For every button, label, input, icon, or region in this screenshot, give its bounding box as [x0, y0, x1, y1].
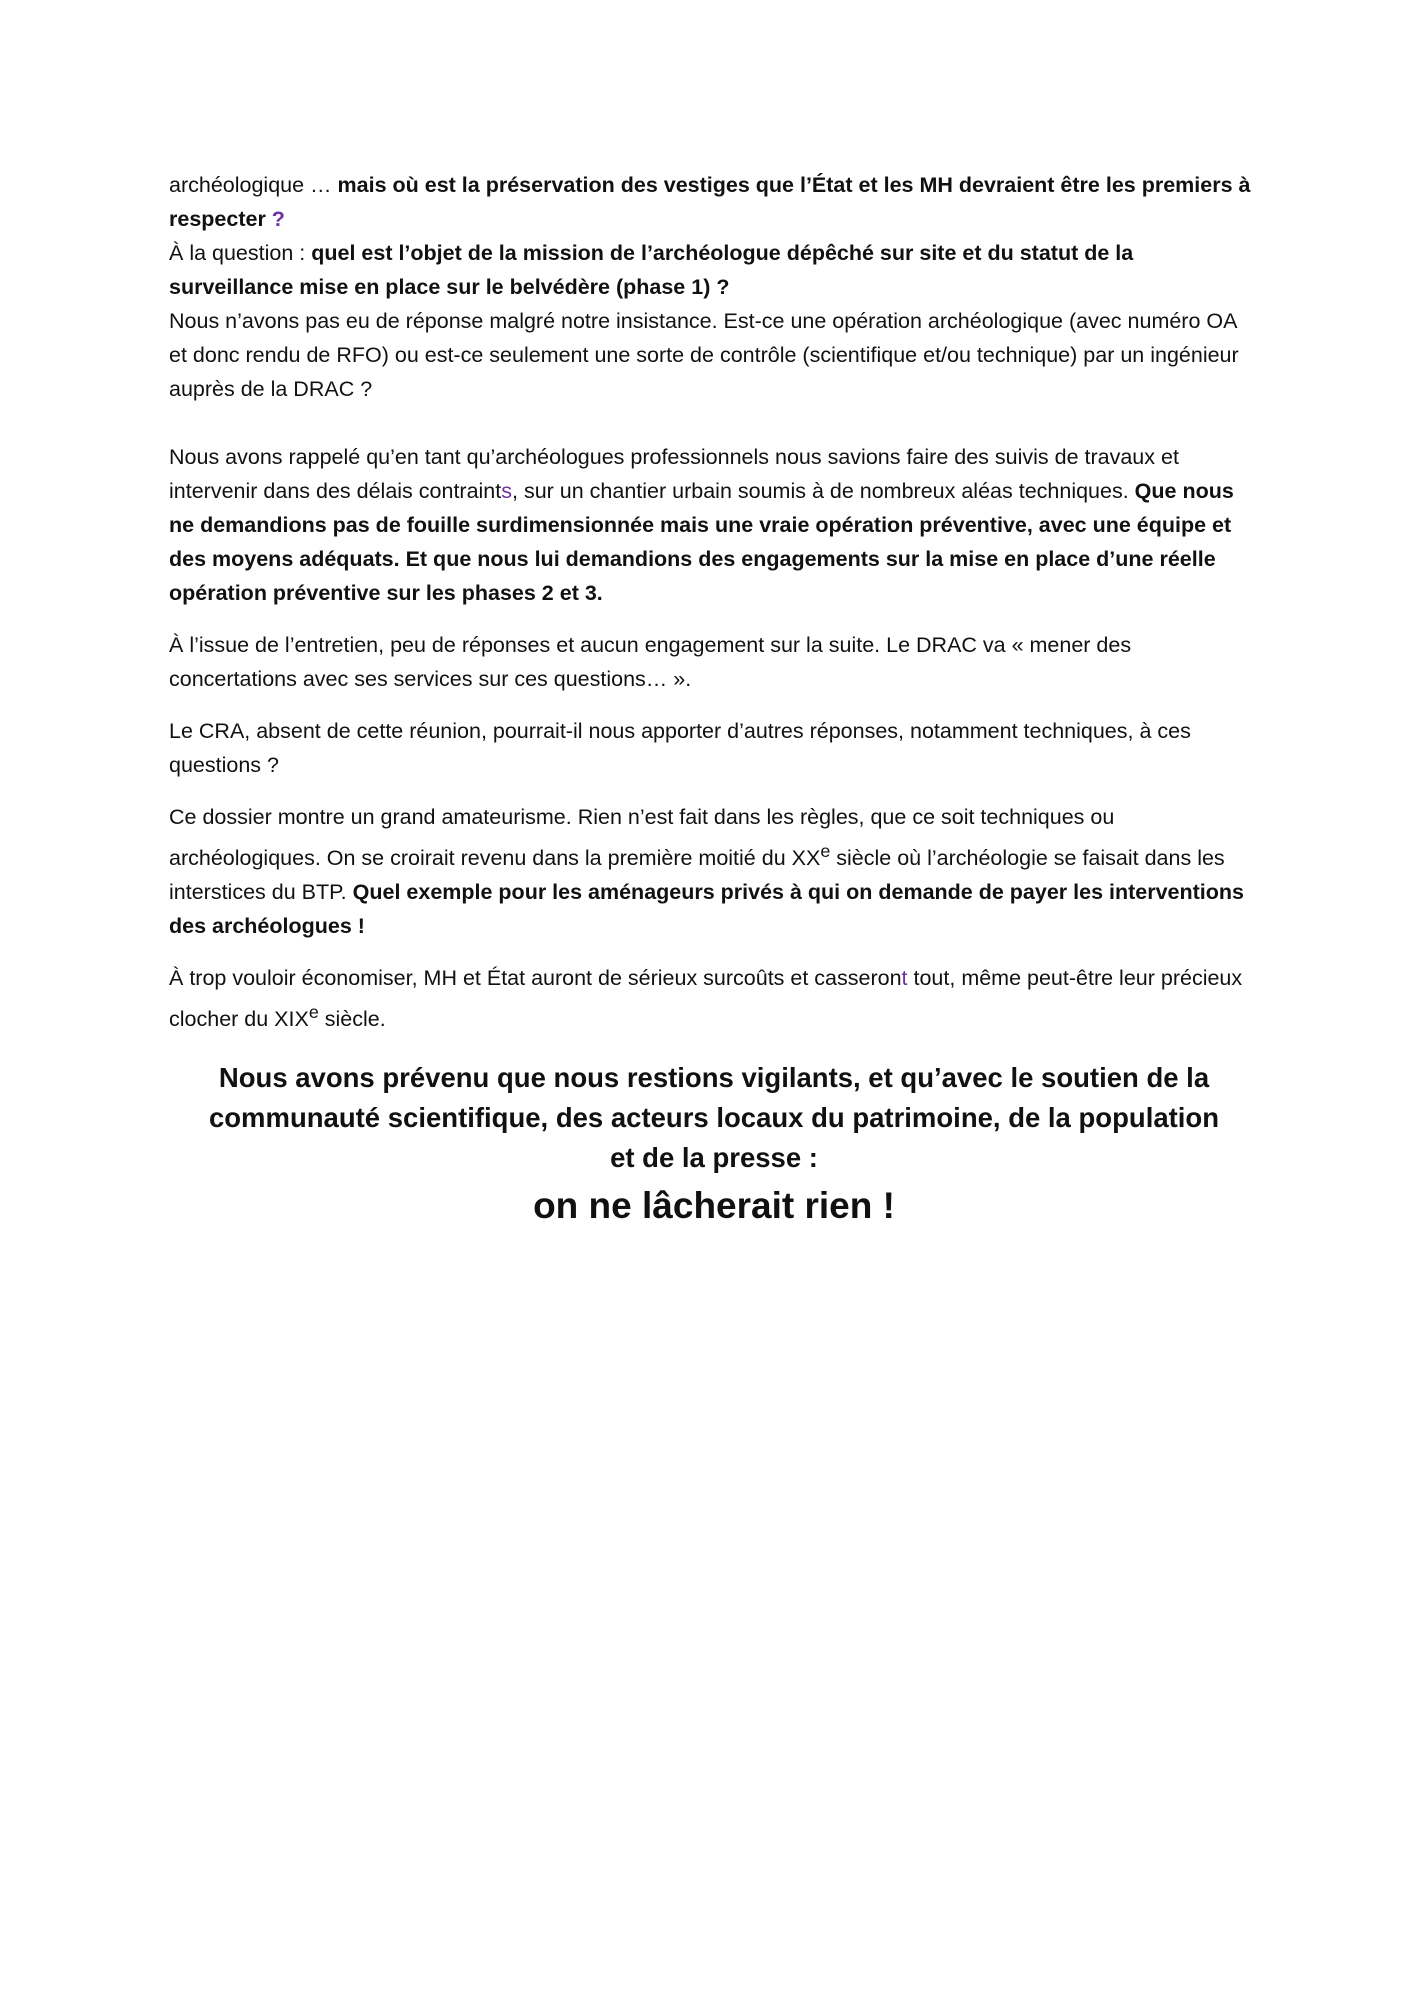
- text-run: À la question :: [169, 241, 312, 265]
- accent-question-mark: ?: [271, 207, 285, 231]
- bold-text: quel est l’objet de la mission de l’archéologue dépêché sur site et du statut de la surveillance mise en place sur le belvédère (phase 1) ?: [169, 241, 1134, 299]
- accent-letter: s: [501, 479, 512, 503]
- bold-text: Que nous ne demandions pas de fouille surdimensionnée mais une vraie opération préventive, avec une équipe et des moyens adéquats. Et que nous lui demandions des engagements sur la mise en place d’une réelle opération préventive sur les phases 2 et 3.: [169, 479, 1234, 605]
- bold-text: mais où est la préservation des vestiges que l’État et les MH devraient être les premiers à respecter: [169, 173, 1251, 231]
- text-run: tout, même peut-être leur précieux clocher du XIX: [169, 966, 1243, 1032]
- closing-line: communauté scientifique, des acteurs locaux du patrimoine, de la population: [208, 1102, 1220, 1134]
- text-run: Le CRA, absent de cette réunion, pourrait-il nous apporter d’autres réponses, notamment techniques, à ces questions ?: [169, 719, 1191, 777]
- text-run: À l’issue de l’entretien, peu de réponses et aucun engagement sur la suite. Le DRAC va « mener des concertations avec ses services sur ces questions… ».: [169, 633, 1132, 691]
- accent-letter: t: [901, 966, 908, 991]
- closing-statement: [169, 1058, 1259, 1178]
- superscript: e: [308, 1002, 319, 1023]
- paragraph-no-answer: [169, 304, 1259, 406]
- bold-text: Quel exemple pour les aménageurs privés à qui on demande de payer les interventions des archéologues !: [169, 880, 1244, 939]
- closing-line: et de la presse :: [610, 1142, 818, 1174]
- superscript: e: [820, 841, 831, 861]
- closing-line: Nous avons prévenu que nous restions vigilants, et qu’avec le soutien de la: [218, 1062, 1210, 1094]
- text-run: Ce dossier montre un grand amateurisme. Rien n’est fait dans les règles, que ce soit techniques ou archéologiques. On se croirait revenu dans la première moitié du XX: [169, 805, 1115, 871]
- text-run: Nous avons rappelé qu’en tant qu’archéologues professionnels nous savions faire des suivis de travaux et intervenir dans des délais contraint: [169, 445, 1179, 503]
- text-run: , sur un chantier urbain soumis à de nombreux aléas techniques.: [512, 479, 1135, 503]
- paragraph-outcome: [169, 628, 1259, 696]
- text-run: À trop vouloir économiser, MH et État auront de sérieux surcoûts et casseron: [169, 966, 902, 991]
- paragraph-amateurism: [169, 800, 1259, 943]
- text-run: siècle où l’archéologie se faisait dans les interstices du BTP.: [169, 846, 1225, 905]
- text-run: siècle.: [318, 1007, 386, 1032]
- text-run: Nous n’avons pas eu de réponse malgré notre insistance. Est-ce une opération archéologique (avec numéro OA et donc rendu de RFO) ou est-ce seulement une sorte de contrôle (scientifique et/ou technique) par un ingénieur auprès de la DRAC ?: [169, 309, 1239, 401]
- paragraph-reminder: [169, 440, 1259, 610]
- paragraph-savings: [169, 961, 1259, 1036]
- paragraph-question: [169, 236, 1259, 304]
- document-page: [169, 168, 1259, 1232]
- paragraph-preservation: [169, 168, 1259, 236]
- closing-slogan: on ne lâcherait rien !: [533, 1185, 895, 1227]
- paragraph-cra: [169, 714, 1259, 782]
- text-run: archéologique …: [169, 173, 338, 197]
